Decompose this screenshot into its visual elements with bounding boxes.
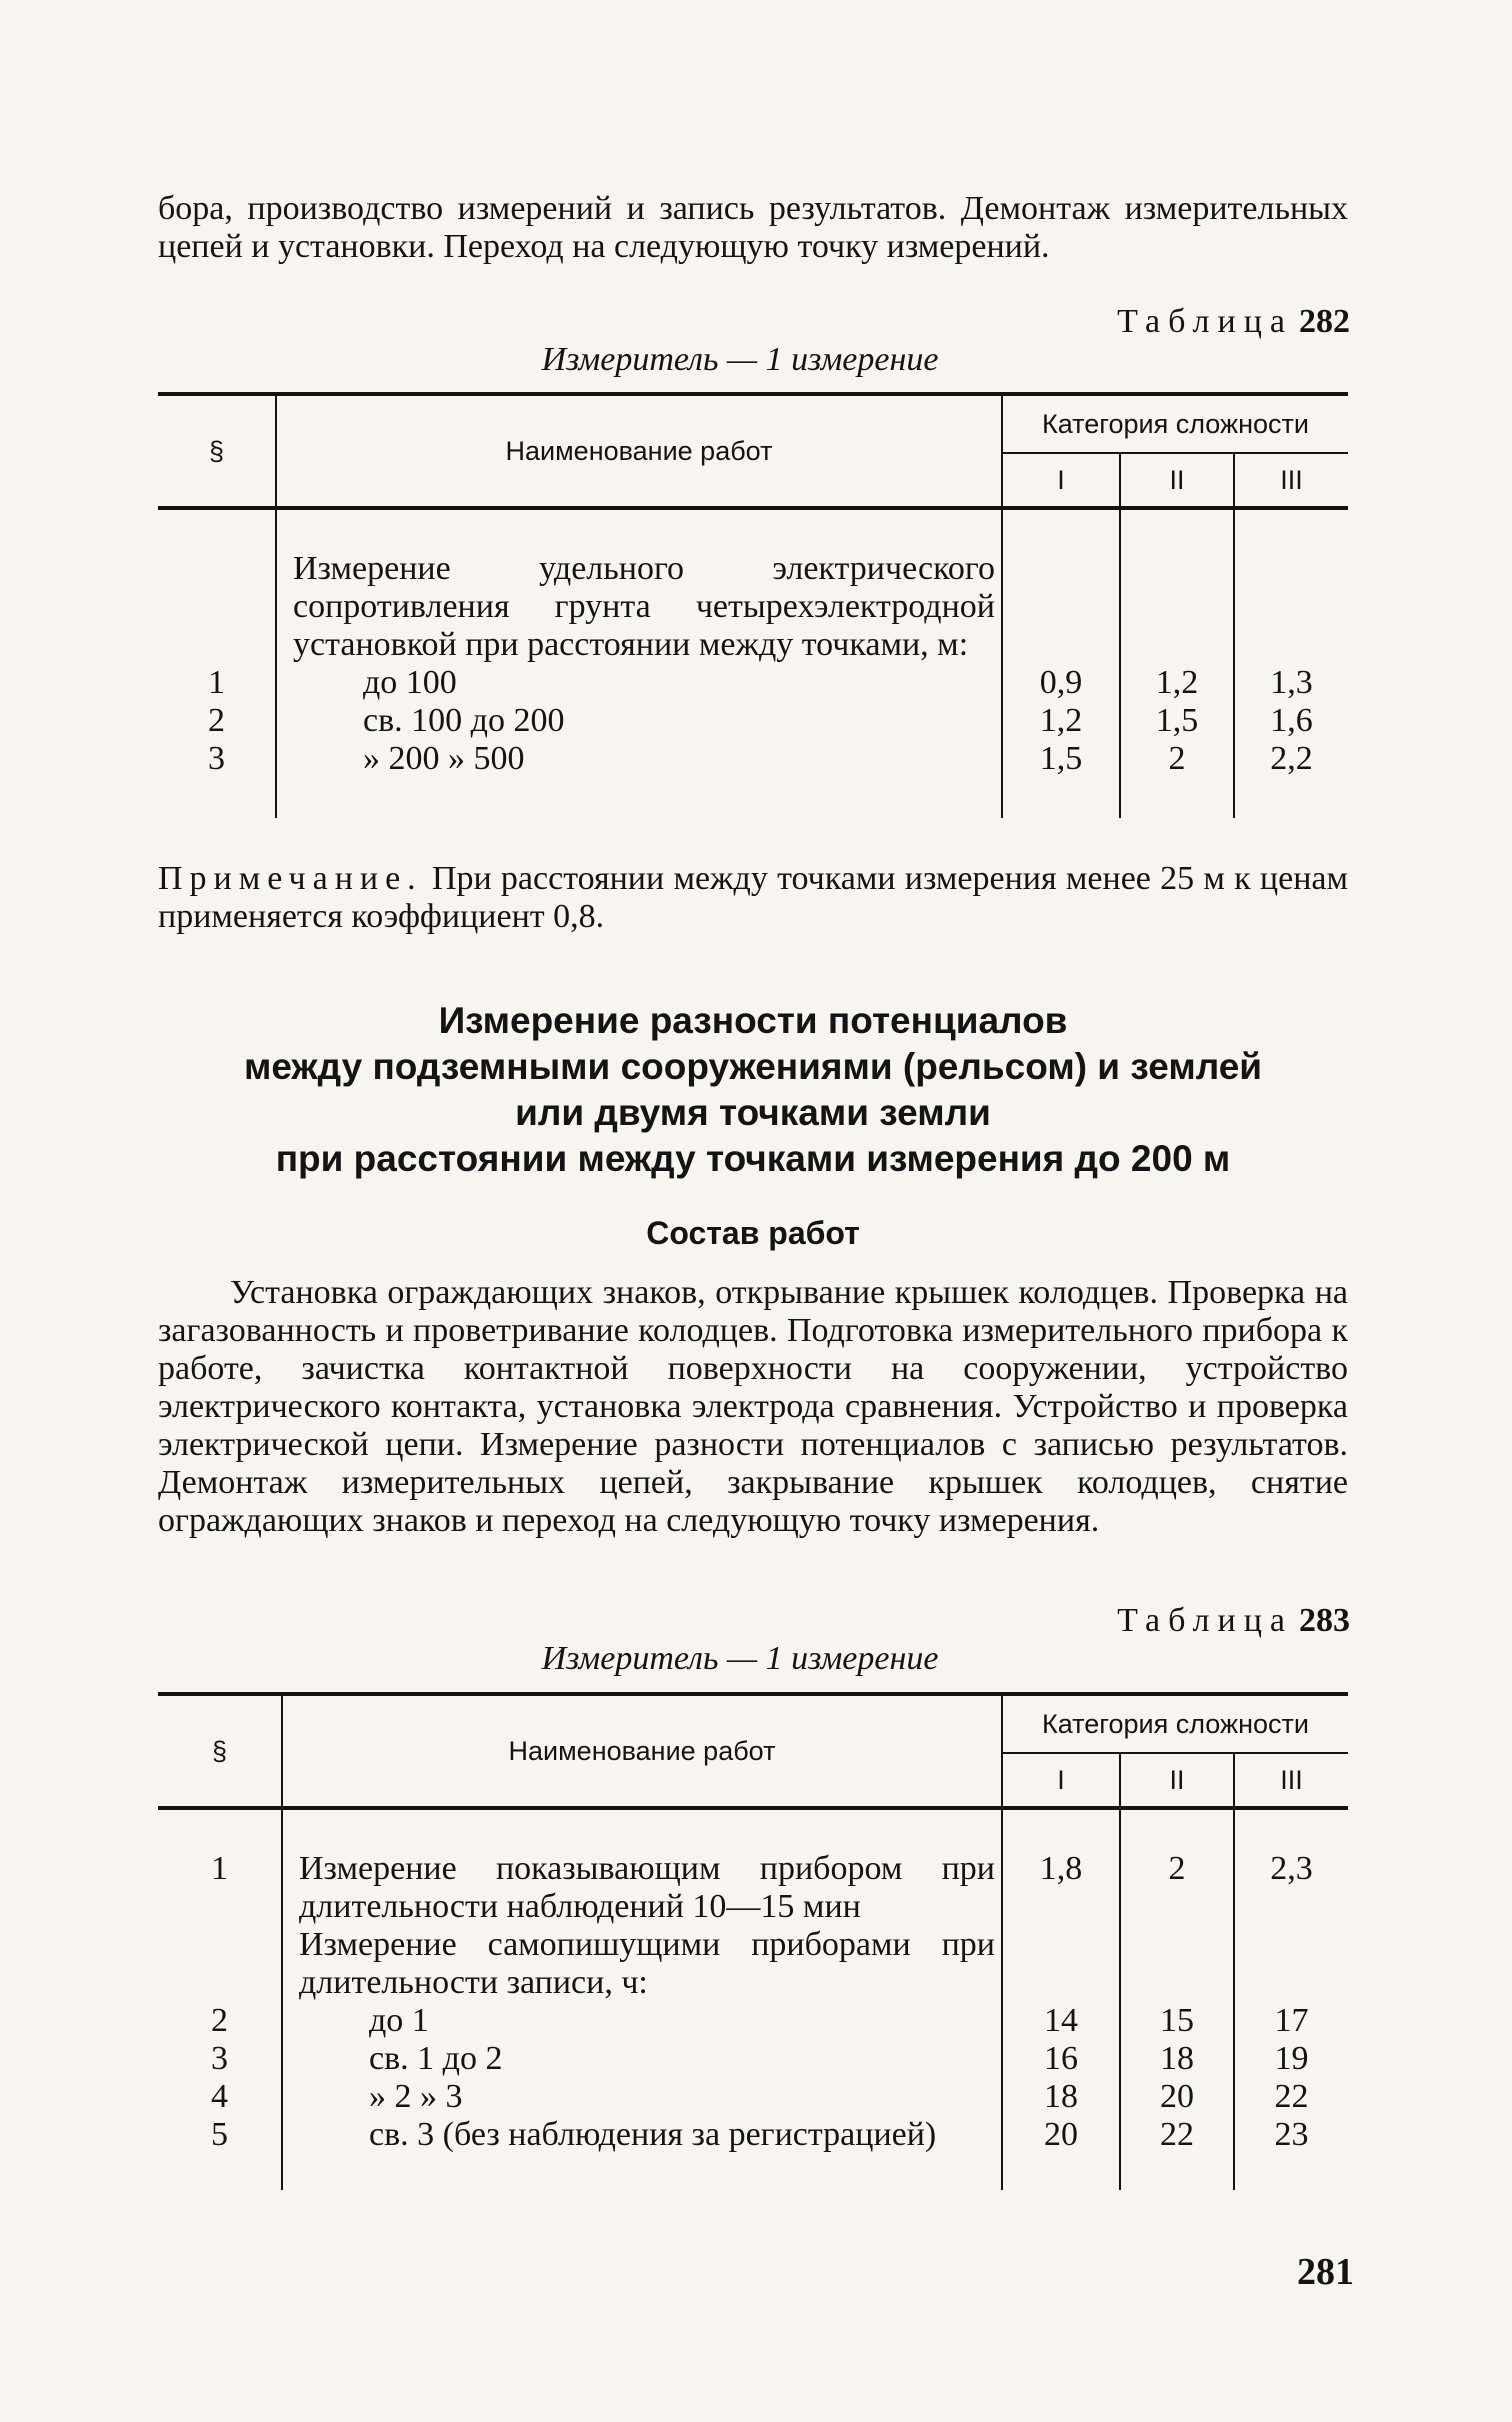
table-row (158, 664, 1348, 702)
note-label: Примечание. (158, 860, 423, 897)
col-header-cat-3: III (1234, 453, 1348, 508)
row-name: св. 1 до 2 (369, 2040, 503, 2077)
table-number: 282 (1299, 303, 1350, 340)
table-row (158, 1926, 1348, 2002)
table-282-label (1117, 303, 1350, 341)
row-value-cat2: 22 (1120, 2116, 1234, 2190)
row-num: 2 (211, 2002, 228, 2039)
row-value-cat3: 1,3 (1234, 664, 1348, 702)
col-header-num: § (158, 394, 276, 508)
row-value-cat3: 19 (1234, 2040, 1348, 2078)
col-header-cat-1: I (1002, 453, 1120, 508)
row-name: » 2 » 3 (369, 2078, 463, 2115)
table-row (158, 2040, 1348, 2078)
table-282 (158, 392, 1348, 818)
section-body: Установка ограждающих знаков, открывание крышек колодцев. Проверка на загазованность и проветривание колодцев. Подготовка измерительного прибора к работе, зачистка контактной поверхности на сооружении, устройство электрического контакта, установка электрода сравнения. Устройство и проверка электрической цепи. Измерение разности потенциалов с записью результатов. Демонтаж измерительных цепей, закрывание крышек колодцев, снятие ограждающих знаков и переход на следующую точку измерения. (158, 1274, 1348, 1539)
row-value-cat2: 1,2 (1120, 664, 1234, 702)
row-name: св. 100 до 200 (363, 702, 565, 739)
row-num: 1 (208, 664, 225, 701)
table-row (158, 508, 1348, 664)
section-heading-line: между подземными сооружениями (рельсом) и землей (243, 1046, 1263, 1087)
col-header-cat-2: II (1120, 453, 1234, 508)
section-heading-line: Измерение разности потенциалов (438, 1000, 1068, 1041)
row-value-cat1: 14 (1002, 2002, 1120, 2040)
row-value-cat2: 20 (1120, 2078, 1234, 2116)
row-value-cat2: 1,5 (1120, 702, 1234, 740)
row-name: до 1 (369, 2002, 429, 2039)
row-num: 3 (208, 740, 225, 777)
row-value-cat1: 1,5 (1002, 740, 1120, 818)
table-label-word: Таблица (1117, 303, 1293, 340)
section-heading (158, 998, 1348, 1182)
intro-paragraph: бора, производство измерений и запись результатов. Демонтаж измерительных цепей и установки. Переход на следующую точку измерений. (158, 190, 1348, 265)
table-row (158, 1808, 1348, 1926)
col-header-category: Категория сложности (1002, 394, 1348, 453)
table-282-note (158, 860, 1348, 936)
page-number: 281 (1297, 2251, 1354, 2293)
row-num: 5 (211, 2116, 228, 2153)
row-value-cat2: 2 (1120, 740, 1234, 818)
row-value-cat3: 2,2 (1234, 740, 1348, 818)
table-283-label (1117, 1602, 1350, 1640)
row-value-cat2: 2 (1120, 1808, 1234, 1926)
row-value-cat1: 1,2 (1002, 702, 1120, 740)
table-283-meter: Измеритель — 1 измерение (541, 1640, 939, 1677)
col-header-cat-1: I (1002, 1753, 1120, 1808)
group-text: Измерение самопишущими приборами при длительности записи, ч: (282, 1926, 1002, 2002)
table-row (158, 2116, 1348, 2190)
row-value-cat3: 2,3 (1234, 1808, 1348, 1926)
row-num: 3 (211, 2040, 228, 2077)
row-value-cat3: 22 (1234, 2078, 1348, 2116)
col-header-category: Категория сложности (1002, 1694, 1348, 1753)
table-row (158, 702, 1348, 740)
table-row (158, 740, 1348, 818)
row-name: до 100 (363, 664, 457, 701)
section-heading-line: при расстоянии между точками измерения до 200 м (275, 1138, 1231, 1179)
table-number: 283 (1299, 1602, 1350, 1639)
table-label-word: Таблица (1117, 1602, 1293, 1639)
col-header-name: Наименование работ (276, 394, 1002, 508)
note-text: При расстоянии между точками измерения менее 25 м к ценам применяется коэффициент 0,8. (158, 860, 1348, 935)
table-282-meter: Измеритель — 1 измерение (541, 341, 939, 378)
row-value-cat2: 15 (1120, 2002, 1234, 2040)
row-name: Измерение показывающим прибором при длительности наблюдений 10—15 мин (282, 1808, 1002, 1926)
row-name: св. 3 (без наблюдения за регистрацией) (282, 2116, 1002, 2190)
table-row (158, 2078, 1348, 2116)
table-283 (158, 1692, 1348, 2190)
section-subheading: Состав работ (646, 1215, 860, 1251)
row-num: 2 (208, 702, 225, 739)
col-header-cat-2: II (1120, 1753, 1234, 1808)
row-value-cat1: 0,9 (1002, 664, 1120, 702)
row-num: 4 (211, 2078, 228, 2115)
row-name: » 200 » 500 (363, 740, 525, 777)
col-header-num: § (158, 1694, 282, 1808)
col-header-cat-3: III (1234, 1753, 1348, 1808)
row-value-cat3: 17 (1234, 2002, 1348, 2040)
row-value-cat2: 18 (1120, 2040, 1234, 2078)
row-num: 1 (211, 1850, 228, 1887)
row-value-cat1: 18 (1002, 2078, 1120, 2116)
row-value-cat1: 1,8 (1002, 1808, 1120, 1926)
row-value-cat1: 20 (1002, 2116, 1120, 2190)
row-value-cat1: 16 (1002, 2040, 1120, 2078)
table-row (158, 2002, 1348, 2040)
row-value-cat3: 23 (1234, 2116, 1348, 2190)
group-text: Измерение удельного электрического сопротивления грунта четырехэлектродной установкой при расстоянии между точками, м: (276, 508, 1002, 664)
row-value-cat3: 1,6 (1234, 702, 1348, 740)
section-heading-line: или двумя точками земли (515, 1092, 991, 1133)
col-header-name: Наименование работ (282, 1694, 1002, 1808)
